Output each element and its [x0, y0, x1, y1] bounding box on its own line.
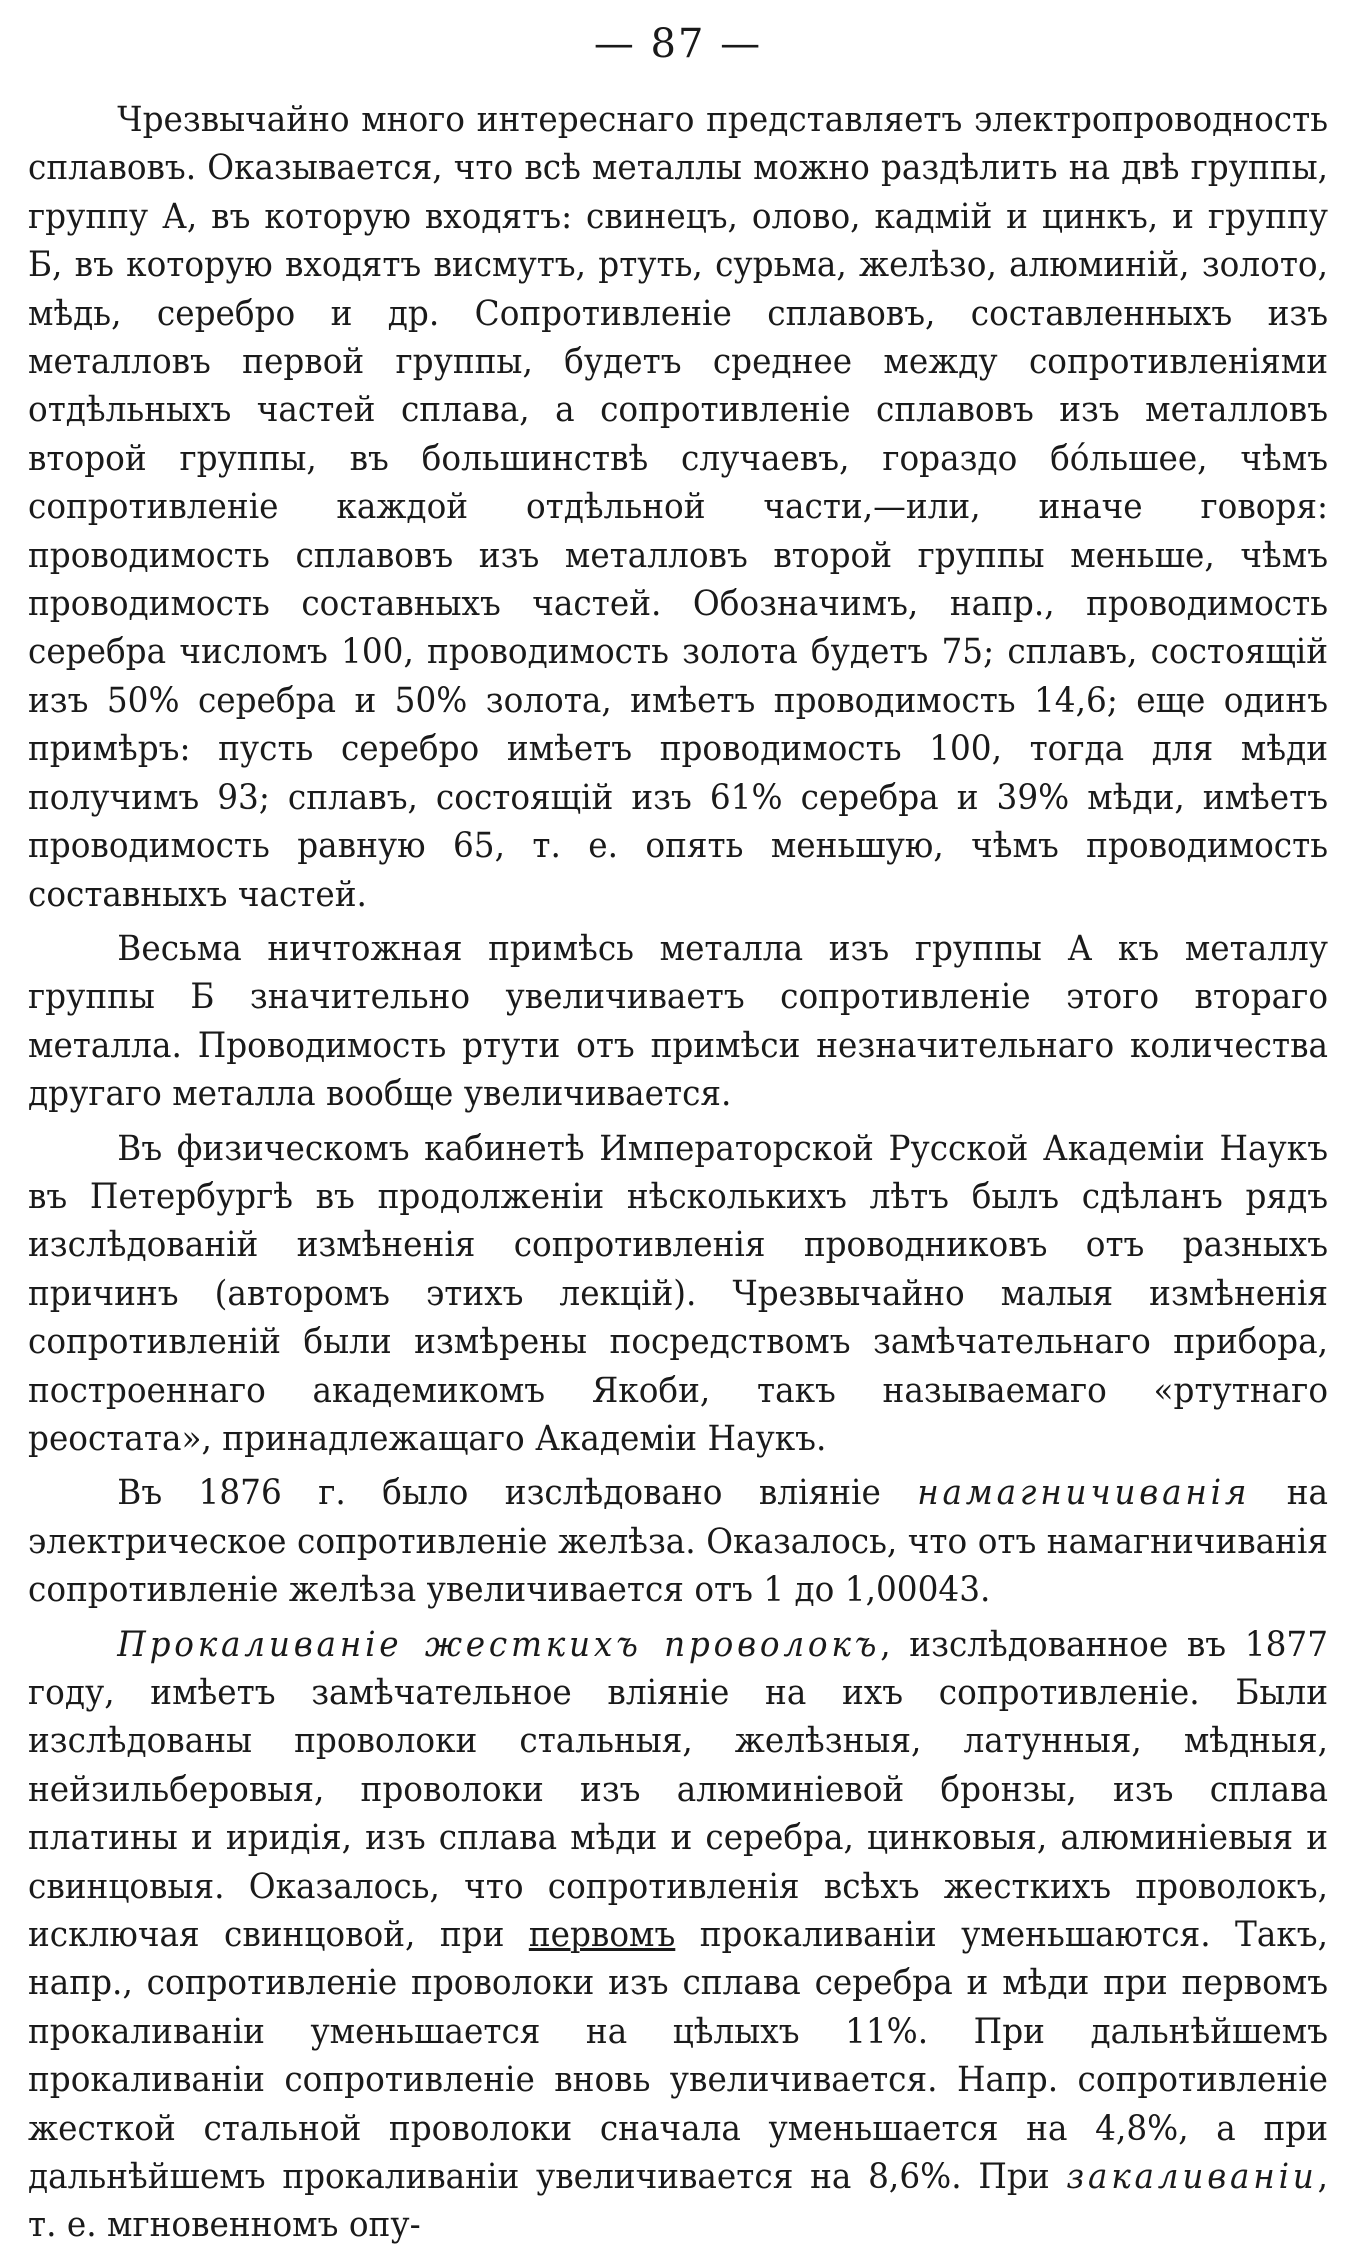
annealing-emphasis: Прокаливаніе жесткихъ проволокъ — [117, 1624, 881, 1665]
magnetization-text-after: на электрическое сопротивленіе желѣза. Оказалось, что отъ намагничиванія сопротивленіе желѣза увеличивается отъ 1 до 1,00043. — [28, 1473, 1329, 1611]
annealing-text-part3: , т. е. мгновенномъ опу- — [28, 2157, 1329, 2246]
paragraph-annealing — [28, 1621, 1328, 2250]
magnetization-text-before: Въ 1876 г. было изслѣдовано вліяніе — [117, 1473, 918, 1514]
paragraph-academy-research: Въ физическомъ кабинетѣ Императорской Русской Академіи Наукъ въ Петербургѣ въ продолженіи нѣсколькихъ лѣтъ былъ сдѣланъ рядъ изслѣдованій измѣненія сопротивленія проводниковъ отъ разныхъ причинъ (авторомъ этихъ лекцій). Чрезвычайно малыя измѣненія сопротивленій были измѣрены посредствомъ замѣчательнаго прибора, построеннаго академикомъ Якоби, такъ называемаго «ртутнаго реостата», принадлежащаго Академіи Наукъ. — [28, 1128, 1329, 1459]
quenching-emphasis: закаливаніи — [1066, 2157, 1318, 2198]
annealing-text-part1: , изслѣдованное въ 1877 году, имѣетъ замѣчательное вліяніе на ихъ сопротивленіе. Были изслѣдованы проволоки стальныя, желѣзныя, латунныя, мѣдныя, нейзильберовыя, проволоки изъ алюминіевой бронзы, изъ сплава платины и иридія, изъ сплава мѣди и серебра, цинковыя, алюминіевыя и свинцовыя. Оказалось, что сопротивленія всѣхъ жесткихъ проволокъ, исключая свинцовой, при — [28, 1624, 1329, 1956]
magnetization-emphasis: намагничиванія — [917, 1473, 1251, 1514]
paragraph-admixture: Весьма ничтожная примѣсь металла изъ группы А къ металлу группы Б значительно увеличиваетъ сопротивленіе этого втораго металла. Проводимость ртути отъ примѣси незначительнаго количества другаго металла вообще увеличивается. — [28, 928, 1329, 1115]
page-number: — 87 — — [593, 21, 763, 67]
page-body — [28, 96, 1328, 2250]
annealing-underlined-first: первомъ — [528, 1915, 676, 1956]
book-page — [28, 20, 1329, 2246]
paragraph-magnetization — [28, 1469, 1328, 1614]
paragraph-alloy-conductivity: Чрезвычайно много интереснаго представляетъ электропроводность сплавовъ. Оказывается, что всѣ металлы можно раздѣлить на двѣ группы, группу А, въ которую входятъ: свинецъ, олово, кадмій и цинкъ, и группу Б, въ которую входятъ висмутъ, ртуть, сурьма, желѣзо, алюминій, золото, мѣдь, серебро и др. Сопротивленіе сплавовъ, составленныхъ изъ металловъ первой группы, будетъ среднее между сопротивленіями отдѣльныхъ частей сплава, а сопротивленіе сплавовъ изъ металловъ второй группы, въ большинствѣ случаевъ, гораздо бо́льшее, чѣмъ сопротивленіе каждой отдѣльной части,—или, иначе говоря: проводимость сплавовъ изъ металловъ второй группы меньше, чѣмъ проводимость составныхъ частей. Обозначимъ, напр., проводимость серебра числомъ 100, проводимость золота будетъ 75; сплавъ, состоящій изъ 50% серебра и 50% золота, имѣетъ проводимость 14,6; еще одинъ примѣръ: пусть серебро имѣетъ проводимость 100, тогда для мѣди получимъ 93; сплавъ, состоящій изъ 61% серебра и 39% мѣди, имѣетъ проводимость равную 65, т. е. опять меньшую, чѣмъ проводимость составныхъ частей. — [28, 100, 1329, 915]
annealing-text-part2: прокаливаніи уменьшаются. Такъ, напр., сопротивленіе проволоки изъ сплава серебра и мѣди при первомъ прокаливаніи уменьшается на цѣлыхъ 11%. При дальнѣйшемъ прокаливаніи сопротивленіе вновь увеличивается. Напр. сопротивленіе жесткой стальной проволоки сначала уменьшается на 4,8%, а при дальнѣйшемъ прокаливаніи увеличивается на 8,6%. При — [28, 1915, 1329, 2198]
